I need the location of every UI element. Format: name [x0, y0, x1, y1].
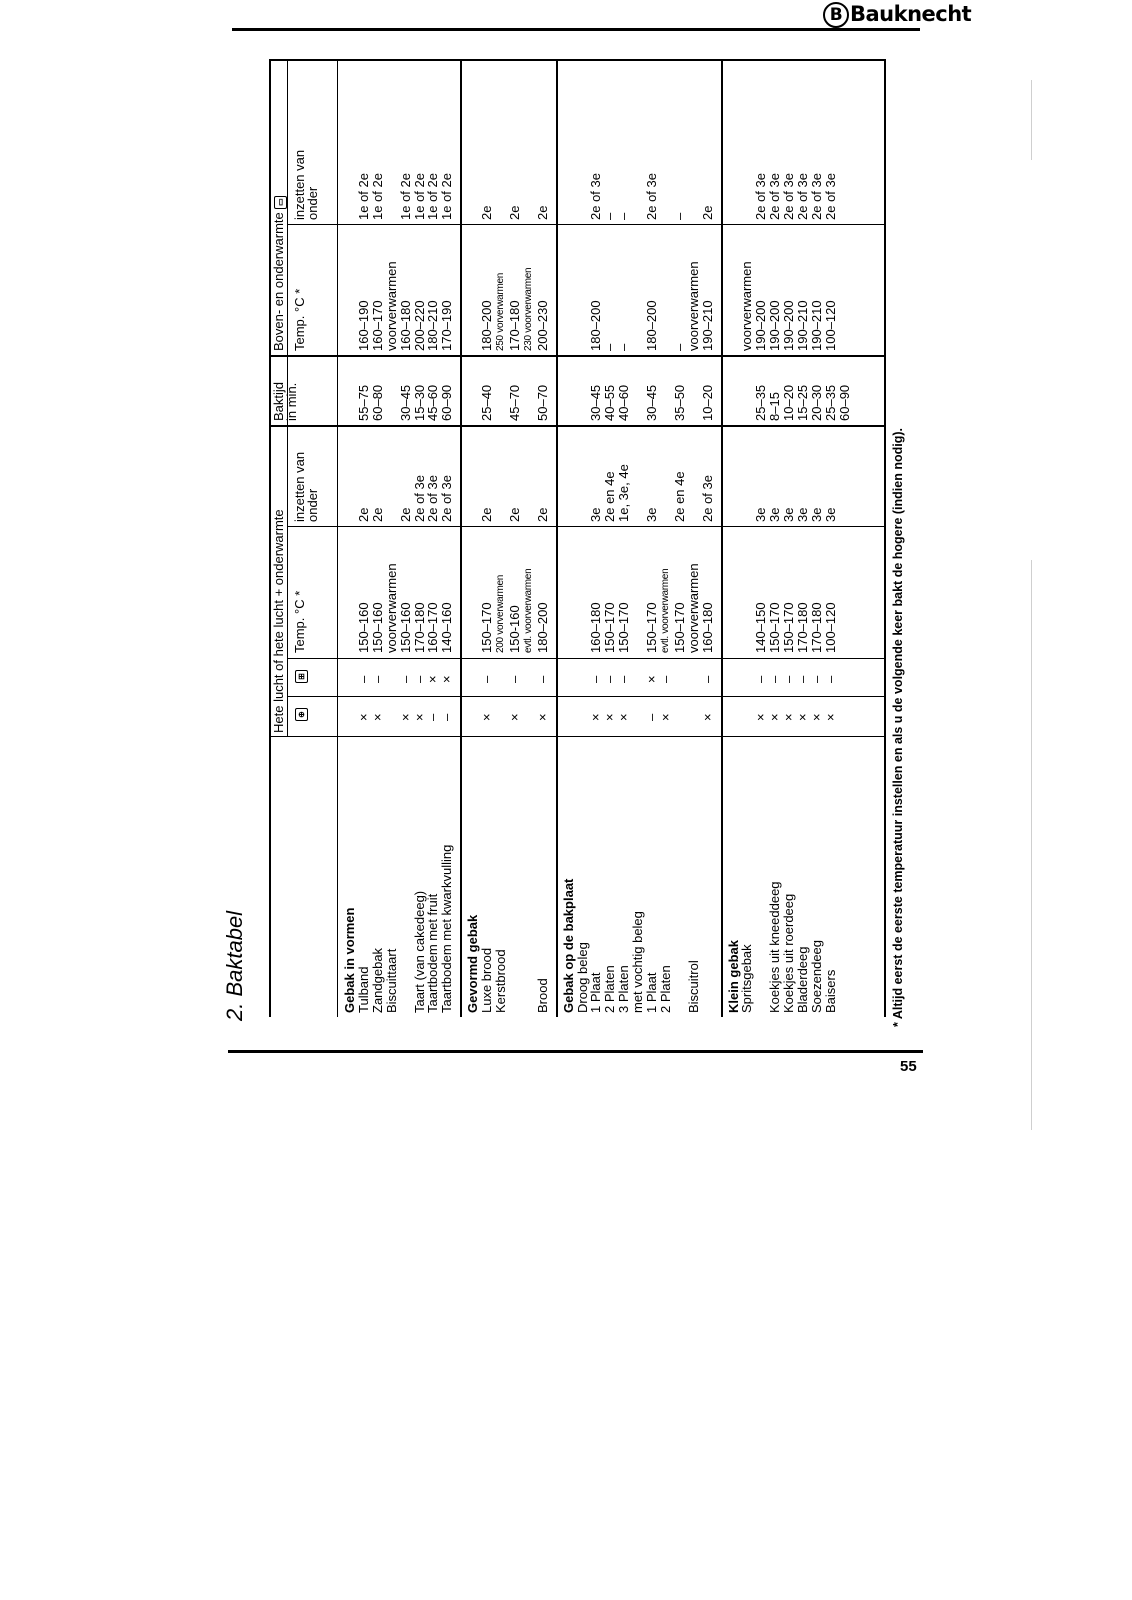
col-rule: [287, 658, 884, 659]
cell-c1: ×: [588, 713, 604, 721]
margin-line: [1031, 560, 1032, 1130]
cell-inz2: –: [602, 212, 618, 220]
cell-inz2: 2e of 3e: [808, 173, 824, 220]
rotated-content: [214, 52, 914, 1027]
col-rule: [269, 425, 884, 427]
cell-tijd: 25–40: [479, 384, 495, 421]
cell-inz2: 2e of 3e: [753, 173, 769, 220]
cell-inz1: 2e: [355, 507, 371, 522]
cell-c2: –: [369, 675, 385, 683]
cell-name: Spritsgebak: [739, 944, 755, 1013]
cell-temp2: 170–180: [506, 300, 522, 351]
cell-name: 1 Plaat: [644, 972, 659, 1013]
cell-c1: –: [425, 713, 441, 721]
cell-name: Baisers: [822, 969, 838, 1013]
cell-c2: –: [534, 675, 550, 683]
hete-lucht-onderwarmte-icon: ⊞: [293, 670, 308, 683]
cell-tijd: 45–60: [425, 384, 441, 421]
cell-inz2: 1e of 2e: [439, 173, 455, 220]
cell-temp1: 170–180: [808, 602, 824, 653]
header-baktijd: Baktijd in min.: [271, 381, 299, 421]
cell-c2: –: [822, 675, 838, 683]
cell-c1: ×: [355, 713, 371, 721]
cell-temp2: 200–220: [411, 300, 427, 351]
page-title: 2. Baktabel: [222, 910, 247, 1021]
cell-temp2: –: [671, 343, 687, 351]
cell-temp1: voorverwarmen: [685, 563, 701, 653]
cell-name: Luxe brood: [479, 947, 495, 1013]
cell-name: 1 Plaat: [588, 972, 604, 1013]
cell-temp1: 100–120: [822, 602, 838, 653]
cell-c2: –: [808, 675, 824, 683]
cell-temp2: 160–190: [355, 300, 371, 351]
cell-c2: ×: [644, 675, 659, 683]
cell-temp1: 170–180: [411, 602, 427, 653]
cell-temp1: 150–170: [781, 602, 797, 653]
cell-temp1: 150–160: [397, 602, 413, 653]
top-rule: [232, 28, 920, 31]
cell-temp1: evtl. voorverwarmen: [659, 568, 671, 653]
cell-name: 2 Platen: [657, 965, 673, 1013]
cell-name: Brood: [534, 978, 550, 1013]
cell-temp2: 180–200: [479, 300, 495, 351]
cell-temp1: 150-160: [506, 605, 522, 653]
cell-tijd: 60–80: [369, 384, 385, 421]
cell-c1: ×: [602, 713, 618, 721]
cell-c1: ×: [781, 713, 797, 721]
margin-line: [1031, 80, 1032, 160]
cell-inz2: 1e of 2e: [411, 173, 427, 220]
cell-temp1: evtl. voorverwarmen: [522, 568, 534, 653]
cell-tijd: 25–35: [753, 384, 769, 421]
cell-c1: ×: [699, 713, 715, 721]
cell-tijd: 30–45: [397, 384, 413, 421]
cell-c2: –: [411, 675, 427, 683]
cell-c2: –: [588, 675, 604, 683]
cell-temp1: 160–180: [588, 602, 604, 653]
cell-temp2: 160–170: [369, 300, 385, 351]
cell-temp2: –: [602, 343, 618, 351]
cell-tijd: 10–20: [781, 384, 797, 421]
cell-inz2: 2e of 3e: [822, 173, 838, 220]
cell-c1: ×: [657, 713, 673, 721]
cell-c1: ×: [479, 713, 495, 721]
cell-c2: –: [602, 675, 618, 683]
brand-name: Bauknecht: [850, 2, 972, 26]
header-bottom-rule: [337, 59, 338, 1017]
cell-inz2: –: [616, 212, 632, 220]
col-rule: [287, 224, 884, 225]
cell-inz1: 3e: [588, 507, 604, 522]
cell-inz2: 1e of 2e: [397, 173, 413, 220]
cell-c2: –: [795, 675, 810, 683]
cell-temp1: 150–160: [369, 602, 385, 653]
cell-inz2: –: [671, 212, 687, 220]
cell-name: Taartbodem met kwarkvulling: [439, 844, 455, 1013]
bottom-rule: [228, 1050, 923, 1053]
cell-inz2: 2e: [534, 205, 550, 220]
cell-inz1: 2e en 4e: [602, 471, 618, 522]
cell-temp2: 180–200: [588, 300, 604, 351]
cell-c2: –: [657, 675, 673, 683]
cell-inz1: 3e: [822, 507, 838, 522]
cell-tijd: 45–70: [506, 384, 522, 421]
header-group-boven-onder: [272, 196, 287, 351]
hete-lucht-icon: ⊕: [293, 708, 308, 721]
cell-name: Soezendeeg: [808, 939, 824, 1013]
cell-temp1: voorverwarmen: [383, 563, 399, 653]
cell-tijd: 35–50: [671, 384, 687, 421]
cell-tijd: 15–30: [411, 384, 427, 421]
cell-c1: ×: [795, 713, 810, 721]
cell-temp2: 230 voorverwarmen: [522, 267, 534, 351]
cell-temp2: 190–200: [781, 300, 797, 351]
cell-c1: ×: [506, 713, 522, 721]
header-group-boven-onder-label: Boven- en onderwarmte: [271, 212, 286, 351]
cell-name: Bladerdeeg: [795, 946, 810, 1013]
cell-c2: –: [699, 675, 715, 683]
cell-tijd: 40–55: [602, 384, 618, 421]
cell-tijd: 25–35: [822, 384, 838, 421]
cell-name: Tulband: [355, 966, 371, 1013]
cell-c2: –: [753, 675, 769, 683]
cell-c2: ×: [425, 675, 441, 683]
cell-inz1: 2e of 3e: [411, 475, 427, 522]
cell-temp2: 200–230: [534, 300, 550, 351]
header-temp-1: Temp. °C *: [292, 590, 307, 653]
cell-c1: ×: [616, 713, 632, 721]
cell-name: Biscuitrol: [685, 960, 701, 1013]
section-divider: [556, 59, 558, 1017]
cell-c1: ×: [767, 713, 783, 721]
cell-inz1: 2e: [534, 507, 550, 522]
cell-inz1: 3e: [808, 507, 824, 522]
cell-c1: ×: [808, 713, 824, 721]
cell-tijd: 55–75: [355, 384, 371, 421]
cell-temp2: 190–210: [795, 300, 810, 351]
cell-temp2: 250 vorverwarmen: [495, 272, 506, 351]
cell-tijd: 20–30: [808, 384, 824, 421]
cell-tijd: 60–90: [439, 384, 455, 421]
cell-inz1: 3e: [644, 507, 659, 522]
section-title: Gebak in vormen: [342, 907, 357, 1013]
cell-c2: –: [397, 675, 413, 683]
cell-c2: –: [616, 675, 632, 683]
header-temp-2: Temp. °C *: [292, 288, 307, 351]
page-number: 55: [900, 1058, 917, 1075]
cell-inz2: 2e: [699, 205, 715, 220]
cell-name: Kerstbrood: [493, 949, 508, 1013]
cell-temp2: 180–210: [425, 300, 441, 351]
cell-temp1: 160–180: [699, 602, 715, 653]
cell-inz1: 2e: [479, 507, 495, 522]
cell-inz2: 2e of 3e: [767, 173, 783, 220]
cell-inz1: 3e: [767, 507, 783, 522]
cell-c1: ×: [753, 713, 769, 721]
cell-tijd: 10–20: [699, 384, 715, 421]
cell-inz2: 2e: [506, 205, 522, 220]
cell-temp1: 140–150: [753, 602, 769, 653]
cell-c1: ×: [369, 713, 385, 721]
cell-c1: ×: [411, 713, 427, 721]
cell-c2: ×: [439, 675, 455, 683]
cell-name: met vochtig beleg: [630, 911, 646, 1013]
cell-temp1: 160–170: [425, 602, 441, 653]
cell-temp1: 150–170: [644, 602, 659, 653]
cell-temp1: 150–170: [671, 602, 687, 653]
cell-tijd: 40–60: [616, 384, 632, 421]
cell-inz1: 2e: [397, 507, 413, 522]
cell-tijd: 50–70: [534, 384, 550, 421]
cell-temp1: 170–180: [795, 602, 810, 653]
table-border-bottom: [884, 59, 886, 1017]
section-title: Gevormd gebak: [465, 914, 481, 1013]
cell-inz2: 2e of 3e: [588, 173, 604, 220]
cell-temp2: 160–180: [397, 300, 413, 351]
cell-temp1: 150–170: [479, 602, 495, 653]
cell-c2: –: [479, 675, 495, 683]
col-rule: [269, 355, 884, 357]
cell-temp2: 190–210: [808, 300, 824, 351]
cell-inz2: 2e of 3e: [795, 173, 810, 220]
cell-temp1: 180–200: [534, 602, 550, 653]
cell-name: Taartbodem met fruit: [425, 893, 441, 1013]
cell-temp1: 200 vorverwarmen: [495, 574, 506, 653]
cell-temp2: 170–190: [439, 300, 455, 351]
cell-temp2: 100–120: [822, 300, 838, 351]
cell-inz1: 3e: [753, 507, 769, 522]
header-group-hete-lucht: Hete lucht of hete lucht + onderwarmte: [271, 509, 286, 733]
col-rule: [287, 696, 884, 697]
cell-inz1: 2e of 3e: [425, 475, 441, 522]
cell-inz2: 1e of 2e: [355, 173, 371, 220]
bake-table: [269, 59, 886, 1017]
cell-inz2: 2e: [479, 205, 495, 220]
cell-name: 3 Platen: [616, 965, 632, 1013]
cell-c1: ×: [822, 713, 838, 721]
cell-inz1: 2e: [506, 507, 522, 522]
footnote: * Altijd eerst de eerste temperatuur instellen en als u de volgende keer bakt de hogere (indien nodig).: [891, 428, 905, 1027]
cell-c1: ×: [397, 713, 413, 721]
rotated-page: [214, 52, 914, 1027]
header-inzetten-1: inzetten van onder: [292, 451, 320, 522]
cell-temp1: 150–170: [616, 602, 632, 653]
cell-c2: –: [767, 675, 783, 683]
section-divider: [460, 59, 462, 1017]
cell-c1: ×: [534, 713, 550, 721]
cell-temp1: 150–160: [355, 602, 371, 653]
cell-temp2: 190–210: [699, 300, 715, 351]
cell-c1: –: [439, 713, 455, 721]
cell-inz1: 2e of 3e: [439, 475, 455, 522]
cell-name: Taart (van cakedeeg): [411, 890, 427, 1013]
cell-name: 2 Platen: [602, 965, 618, 1013]
cell-inz1: 1e, 3e, 4e: [616, 464, 632, 522]
col-rule: [287, 526, 884, 527]
cell-name: Koekjes uit roerdeeg: [781, 893, 797, 1013]
cell-inz1: 3e: [795, 507, 810, 522]
cell-name: Koekjes uit kneeddeeg: [767, 881, 783, 1013]
cell-temp2: 180–200: [644, 300, 659, 351]
cell-tijd: 15–25: [795, 384, 810, 421]
cell-temp1: 150–170: [602, 602, 618, 653]
cell-temp2: voorverwarmen: [739, 261, 755, 351]
header-inzetten-2: inzetten van onder: [292, 149, 320, 220]
cell-c2: –: [355, 675, 371, 683]
cell-name: Droog beleg: [574, 942, 590, 1013]
cell-temp2: 190–200: [767, 300, 783, 351]
cell-inz1: 2e: [369, 507, 385, 522]
cell-temp2: voorverwarmen: [685, 261, 701, 351]
cell-temp2: –: [616, 343, 632, 351]
cell-inz1: 2e en 4e: [671, 471, 687, 522]
cell-tijd: 30–45: [588, 384, 604, 421]
cell-c1: –: [644, 713, 659, 721]
cell-name: Biscuittaart: [383, 948, 399, 1013]
section-divider: [721, 59, 723, 1017]
cell-inz2: 2e of 3e: [781, 173, 797, 220]
cell-name: Zandgebak: [369, 947, 385, 1013]
cell-temp2: 190–200: [753, 300, 769, 351]
cell-tijd: 60–90: [836, 384, 852, 421]
table-border-right: [269, 59, 886, 61]
cell-c2: –: [506, 675, 522, 683]
brand-logo: B Bauknecht: [823, 2, 971, 28]
cell-tijd: 8–15: [767, 392, 783, 421]
section-title: Gebak op de bakplaat: [560, 878, 576, 1013]
cell-inz1: 3e: [781, 507, 797, 522]
col-rule: [269, 736, 884, 737]
section-title: Klein gebak: [725, 940, 741, 1013]
cell-temp1: 140–160: [439, 602, 455, 653]
cell-inz2: 1e of 2e: [425, 173, 441, 220]
cell-inz1: 2e of 3e: [699, 475, 715, 522]
cell-inz2: 1e of 2e: [369, 173, 385, 220]
cell-tijd: 30–45: [644, 384, 659, 421]
cell-inz2: 2e of 3e: [644, 173, 659, 220]
boven-onderwarmte-icon: ▭: [274, 196, 287, 209]
cell-temp1: 150–170: [767, 602, 783, 653]
cell-c2: –: [781, 675, 797, 683]
cell-temp2: voorverwarmen: [383, 261, 399, 351]
